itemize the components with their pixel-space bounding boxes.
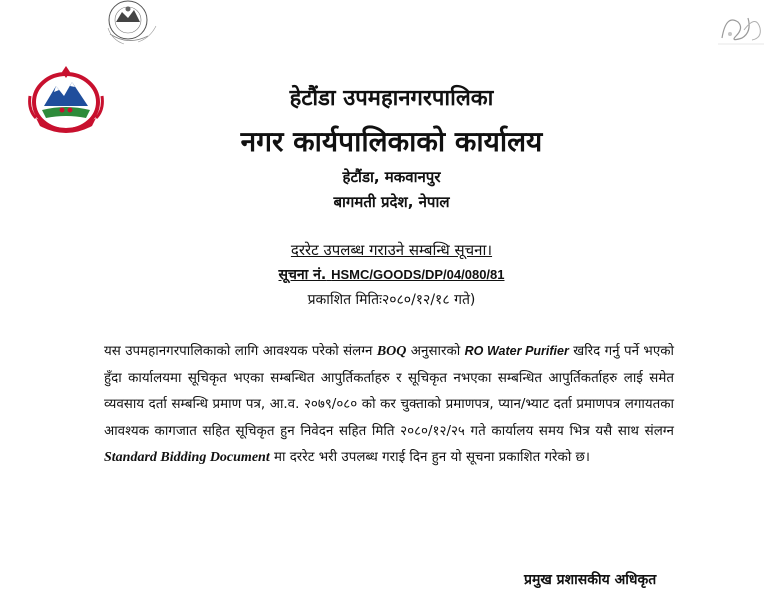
body-text-part-1: यस उपमहानगरपालिकाको लागि आवश्यक परेको संलग्न — [104, 344, 373, 359]
signature-logo — [708, 8, 774, 64]
notice-number — [0, 265, 783, 285]
body-text-part-2: अनुसारको — [410, 344, 461, 359]
signatory-title: प्रमुख प्रशासकीय अधिकृत — [524, 572, 657, 588]
municipality-seal-logo — [104, 0, 162, 48]
boq-text: BOQ — [376, 344, 407, 359]
notice-number-value: HSMC/GOODS/DP/04/080/81 — [331, 267, 505, 282]
item-name: RO Water Purifier — [464, 344, 569, 358]
published-date: प्रकाशित मितिः२०८०/१२/१८ गते) — [307, 292, 476, 308]
office-location: हेटौंडा, मकवानपुर — [342, 168, 441, 186]
office-name: नगर कार्यपालिकाको कार्यालय — [240, 125, 543, 158]
municipality-name: हेटौंडा उपमहानगरपालिका — [289, 86, 494, 111]
body-text-part-3: खरिद गर्नु पर्ने भएको हुँदा कार्यालयमा सूचिकृत भएका सम्बन्धित आपुर्तिकर्ताहरु र सूचिकृत नभएका सम्बन्धित आपुर्तिकर्ताहरु लाई समेत व्यवसाय दर्ता सम्बन्धि प्रमाण पत्र, आ.व. २०७९/०८० को कर चुक्ताको प्रमाणपत्र, प्यान/भ्याट दर्ता प्रमाणपत्र लगायतका आवश्यक कागजात सहित सूचिकृत हुन निवेदन सहित मिति २०८०/१२/२५ गते कार्यालय समय भित्र यसै साथ संलग्न — [104, 344, 674, 439]
municipality-seal-icon — [104, 0, 162, 48]
notice-title: दररेट उपलब्ध गराउने सम्बन्धि सूचना। — [290, 241, 493, 259]
notice-body — [104, 338, 674, 472]
signature-logo-icon — [708, 8, 774, 48]
province-country: बागमती प्रदेश, नेपाल — [333, 193, 450, 211]
standard-bidding-document-text: Standard Bidding Document — [104, 450, 270, 465]
notice-number-prefix: सूचना नं. — [278, 267, 327, 283]
body-text-part-4: मा दररेट भरी उपलब्ध गराई दिन हुन यो सूचना प्रकाशित गरेको छ। — [273, 450, 591, 465]
